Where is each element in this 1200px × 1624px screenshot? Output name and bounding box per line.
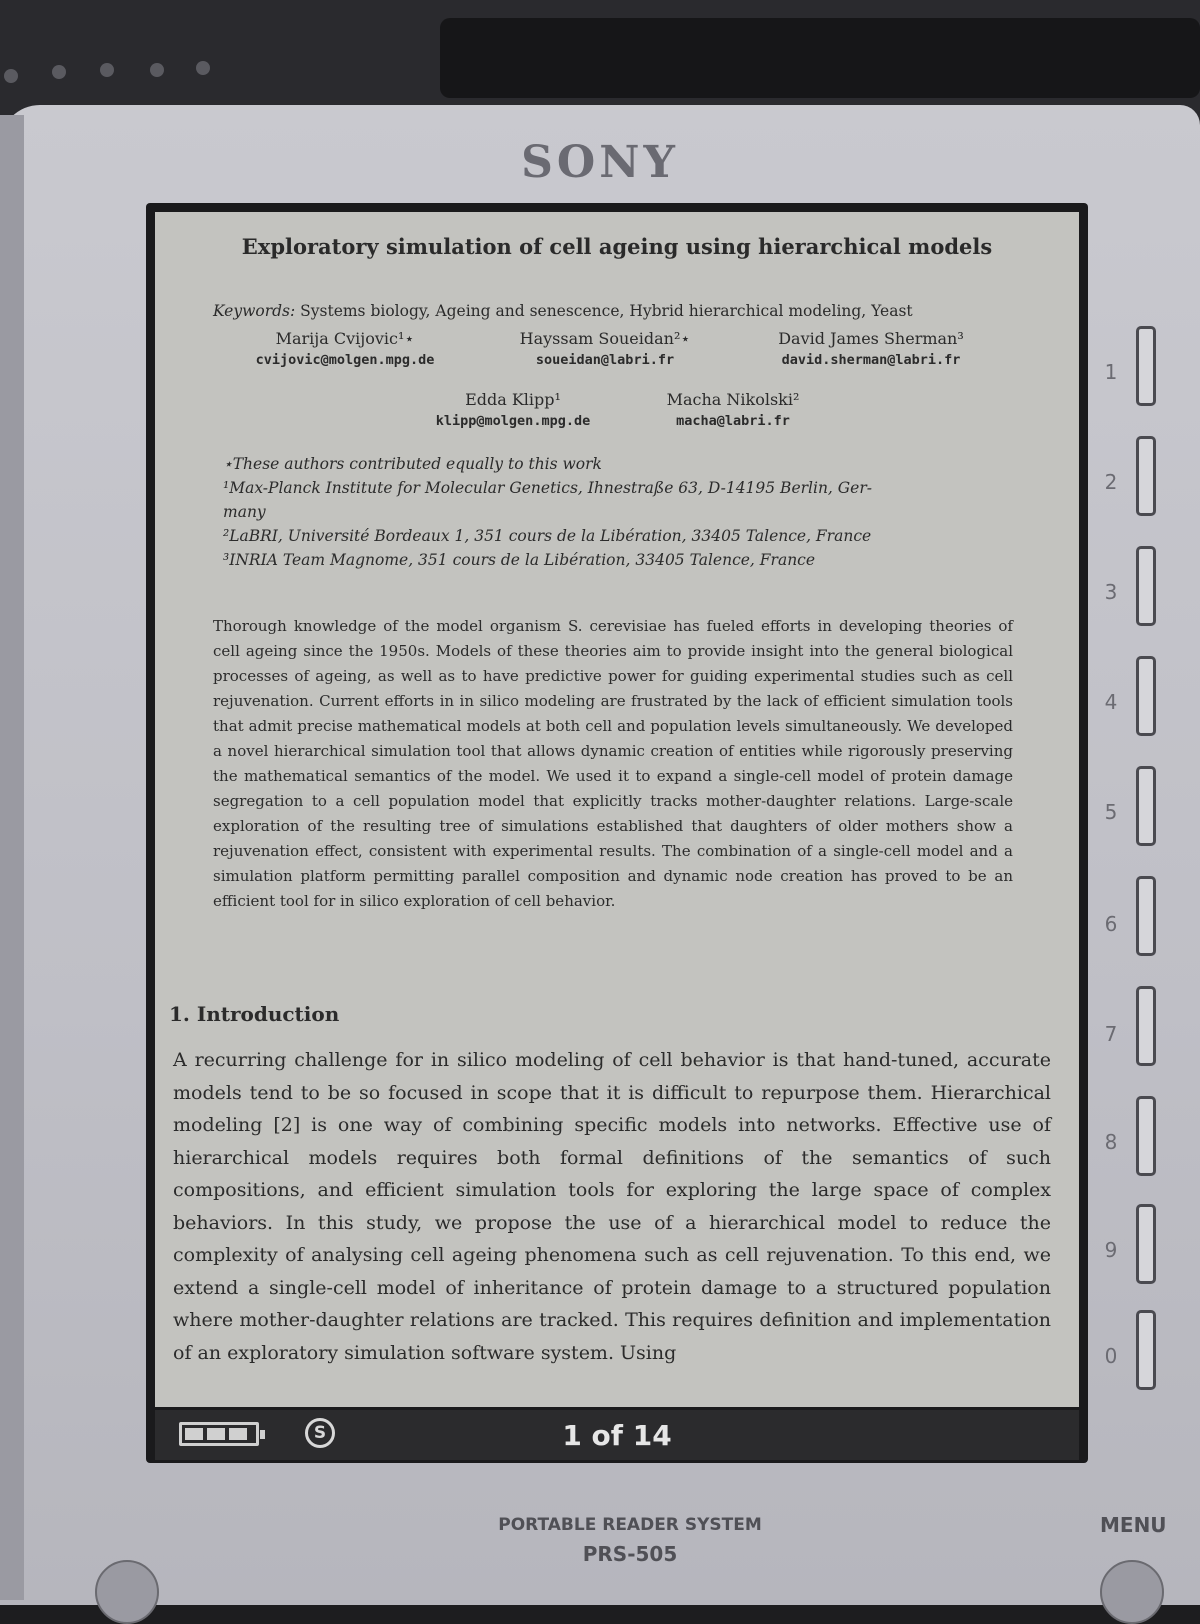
side-button-number: 7 bbox=[1104, 1022, 1118, 1046]
affiliation-line: ¹Max-Planck Institute for Molecular Genetics, Ihnestraße 63, D-14195 Berlin, Ger- bbox=[223, 479, 872, 497]
keywords-line bbox=[213, 302, 1033, 320]
menu-button[interactable] bbox=[1100, 1560, 1164, 1624]
side-button-9[interactable] bbox=[1136, 1204, 1156, 1284]
author-block bbox=[225, 329, 465, 368]
author-block bbox=[403, 390, 623, 429]
document-title: Exploratory simulation of cell ageing using hierarchical models bbox=[241, 234, 993, 259]
author-name: David James Sherman³ bbox=[778, 329, 964, 348]
affiliation-line: ³INRIA Team Magnome, 351 cours de la Libération, 33405 Talence, France bbox=[223, 551, 816, 569]
side-button-number: 9 bbox=[1104, 1238, 1118, 1262]
author-block bbox=[633, 390, 833, 429]
side-button-6[interactable] bbox=[1136, 876, 1156, 956]
affiliation-line: many bbox=[223, 503, 266, 521]
status-bar bbox=[155, 1410, 1079, 1460]
author-name: Edda Klipp¹ bbox=[465, 390, 561, 409]
side-button-3[interactable] bbox=[1136, 546, 1156, 626]
author-email: macha@labri.fr bbox=[676, 413, 790, 429]
ereader-edge bbox=[0, 115, 24, 1600]
affiliations bbox=[223, 452, 1023, 572]
background-slot bbox=[440, 18, 1200, 98]
side-button-number: 3 bbox=[1104, 580, 1118, 604]
side-button-2[interactable] bbox=[1136, 436, 1156, 516]
side-button-number: 2 bbox=[1104, 470, 1118, 494]
author-block bbox=[485, 329, 725, 368]
section-heading: 1. Introduction bbox=[169, 1002, 340, 1026]
abstract-paragraph: Thorough knowledge of the model organism S. cerevisiae has fueled efforts in developing theories of cell ageing since the 1950s. Models of these theories aim to provide insight into the general biological processes of ageing, as well as to have predictive power for guiding experimental studies such as cell rejuvenation. Current efforts in in silico modeling are frustrated by the lack of efficient simulation tools that admit precise mathematical models at both cell and population levels simultaneously. We developed a novel hierarchical simulation tool that allows dynamic creation of entities while rigorously preserving the mathematical semantics of the model. We used it to expand a single-cell model of protein damage segregation to a cell population model that explicitly tracks mother-daughter relations. Large-scale exploration of the resulting tree of simulations established that daughters of older mothers show a rejuvenation effect, consistent with experimental results. The combination of a single-cell model and a simulation platform permitting parallel composition and dynamic node creation has proved to be an efficient tool for in silico exploration of cell behavior. bbox=[213, 617, 1013, 910]
side-button-8[interactable] bbox=[1136, 1096, 1156, 1176]
eink-screen bbox=[155, 212, 1079, 1407]
side-button-number: 5 bbox=[1104, 800, 1118, 824]
affiliation-line: ²LaBRI, Université Bordeaux 1, 351 cours de la Libération, 33405 Talence, France bbox=[223, 527, 872, 545]
model-line-label: PORTABLE READER SYSTEM bbox=[498, 1515, 762, 1535]
side-button-1[interactable] bbox=[1136, 326, 1156, 406]
side-button-number: 0 bbox=[1104, 1344, 1118, 1368]
intro-paragraph: A recurring challenge for in silico modeling of cell behavior is that hand-tuned, accurate models tend to be so focused in scope that it is difficult to repurpose them. Hierarchical modeling [2] is one way of combining specific models into networks. Effective use of hierarchical models requires both formal definitions of the semantics of such compositions, and efficient simulation tools for exploring the large space of complex behaviors. In this study, we propose the use of a hierarchical model to reduce the complexity of analysing cell ageing phenomena such as cell rejuvenation. To this end, we extend a single-cell model of inheritance of protein damage to a structured population where mother-daughter relations are tracked. This requires definition and implementation of an exploratory simulation software system. Using bbox=[173, 1049, 1051, 1364]
side-button-5[interactable] bbox=[1136, 766, 1156, 846]
menu-button-label: MENU bbox=[1100, 1513, 1167, 1537]
side-button-4[interactable] bbox=[1136, 656, 1156, 736]
side-button-0[interactable] bbox=[1136, 1310, 1156, 1390]
side-button-number: 1 bbox=[1104, 360, 1118, 384]
side-button-number: 6 bbox=[1104, 912, 1118, 936]
bottom-left-button[interactable] bbox=[95, 1560, 159, 1624]
affiliation-line: ⋆These authors contributed equally to this work bbox=[223, 455, 602, 473]
page-indicator: 1 of 14 bbox=[562, 1419, 672, 1452]
author-name: Hayssam Soueidan²⋆ bbox=[519, 329, 691, 348]
background-dots bbox=[0, 55, 230, 95]
author-email: klipp@molgen.mpg.de bbox=[435, 413, 591, 429]
author-email: soueidan@labri.fr bbox=[535, 352, 675, 368]
s-icon: S bbox=[305, 1418, 335, 1448]
brand-logo: SONY bbox=[521, 137, 679, 188]
author-name: Macha Nikolski² bbox=[666, 390, 800, 409]
author-email: cvijovic@molgen.mpg.de bbox=[255, 352, 435, 368]
author-email: david.sherman@labri.fr bbox=[781, 352, 961, 368]
keywords-label: Keywords: bbox=[213, 302, 296, 320]
side-button-number: 8 bbox=[1104, 1130, 1118, 1154]
side-button-number: 4 bbox=[1104, 690, 1118, 714]
author-name: Marija Cvijovic¹⋆ bbox=[275, 329, 415, 348]
side-button-7[interactable] bbox=[1136, 986, 1156, 1066]
author-block bbox=[741, 329, 1001, 368]
model-label: PRS-505 bbox=[582, 1542, 678, 1566]
keywords-text: Systems biology, Ageing and senescence, Hybrid hierarchical modeling, Yeast bbox=[295, 302, 913, 320]
